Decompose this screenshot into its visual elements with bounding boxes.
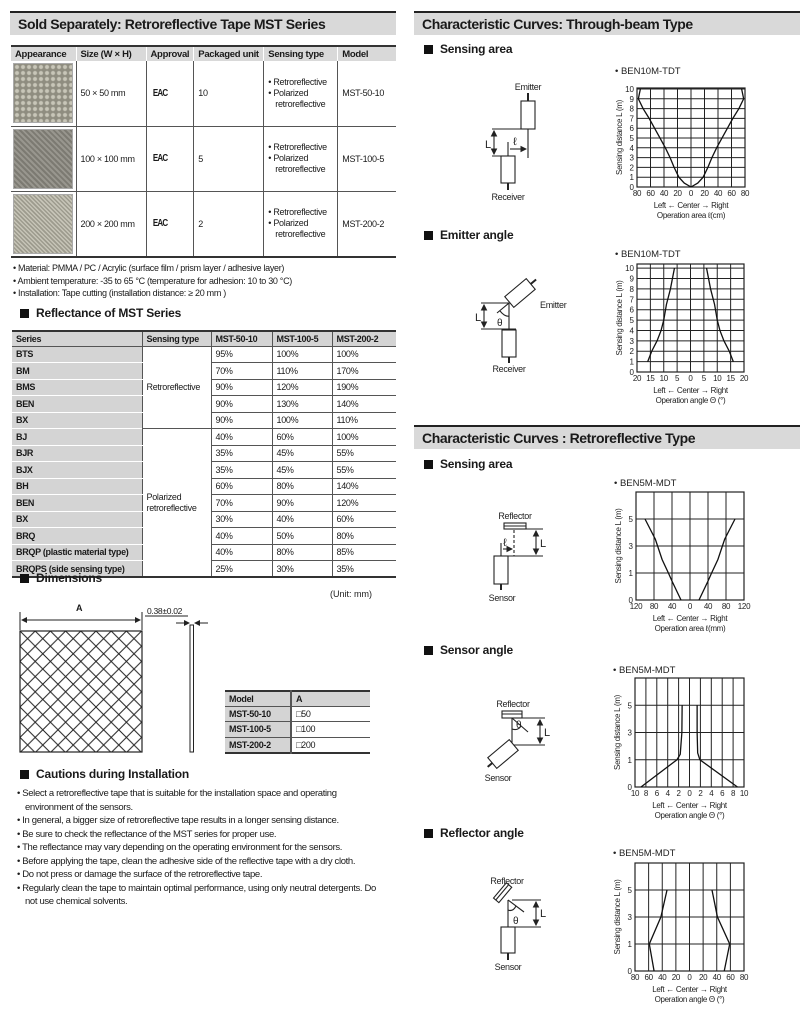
receiver-label: Receiver	[492, 364, 526, 374]
chart-title: • BEN10M-TDT	[615, 249, 681, 260]
reflectance-value: 80%	[332, 528, 396, 545]
theta-label: θ	[516, 720, 522, 731]
x-tick-label: 10	[630, 789, 640, 798]
y-tick-label: 4	[629, 143, 634, 153]
y-axis-title: Sensing distance L (m)	[613, 879, 622, 955]
y-tick-label: 3	[627, 728, 632, 738]
model-cell: MST-50-10	[338, 61, 396, 126]
reflectance-value: 110%	[332, 412, 396, 429]
curve-left	[645, 519, 681, 600]
y-tick-label: 2	[629, 163, 634, 173]
reflectance-value: 90%	[211, 379, 272, 396]
series-cell: BMS	[12, 379, 142, 396]
reflectance-value: 40%	[272, 511, 332, 528]
x-tick-label: 8	[643, 789, 648, 798]
x-tick-label: 2	[676, 789, 681, 798]
x-axis-title: Operation area ℓ(cm)	[656, 211, 726, 220]
y-tick-label: 5	[629, 316, 634, 326]
caution-item: • Be sure to check the reflectance of the MST series for proper use.	[17, 828, 277, 840]
size-cell: 50 × 50 mm	[76, 61, 146, 126]
reflectance-value: 50%	[272, 528, 332, 545]
chart-title: • BEN10M-TDT	[615, 66, 681, 77]
y-tick-label: 1	[627, 755, 632, 765]
x-tick-label: 0	[687, 973, 692, 982]
reflectance-value: 30%	[211, 511, 272, 528]
reflectance-value: 90%	[211, 412, 272, 429]
sensing-type-item: • Polarized retroreflective	[268, 218, 326, 239]
reflectance-value: 70%	[211, 495, 272, 512]
y-tick-label: 9	[629, 94, 634, 104]
distance-l-label: L	[540, 908, 547, 920]
chart-title: • BEN5M-MDT	[613, 665, 676, 676]
y-tick-label: 0	[628, 596, 633, 605]
sensing-type-cell: Retroreflective	[142, 346, 211, 429]
x-tick-label: 80	[739, 973, 749, 982]
heading-text: Sensing area	[440, 457, 513, 471]
section-title-tape: Sold Separately: Retroreflective Tape MST Series	[10, 11, 396, 35]
x-axis-title: Left ← Center → Right	[653, 386, 728, 395]
caution-item: • In general, a bigger size of retroreflective tape results in a longer sensing distance.	[17, 815, 339, 826]
x-tick-label: 0	[688, 374, 693, 383]
reflectance-value: 100%	[332, 346, 396, 363]
y-tick-label: 0	[627, 783, 632, 792]
reflectance-value: 70%	[211, 363, 272, 380]
size-cell: 200 × 200 mm	[76, 191, 146, 257]
x-tick-label: 80	[649, 602, 659, 611]
model-cell: MST-50-10	[225, 706, 291, 722]
retro-area-diagram	[494, 523, 543, 590]
x-tick-label: 20	[739, 374, 749, 383]
y-tick-label: 1	[629, 357, 634, 367]
offset-l-label: ℓ	[513, 136, 517, 148]
packaged-unit-cell: 2	[194, 191, 264, 257]
x-tick-label: 15	[646, 374, 655, 383]
model-cell: MST-100-5	[338, 126, 396, 191]
y-tick-label: 3	[628, 542, 633, 551]
y-tick-label: 0	[627, 967, 632, 976]
y-tick-label: 3	[629, 336, 634, 346]
size-a-cell: □100	[291, 722, 370, 738]
reflectance-value: 35%	[211, 462, 272, 479]
x-tick-label: 80	[721, 602, 731, 611]
x-tick-label: 60	[644, 973, 653, 982]
series-cell: BEN	[12, 495, 142, 512]
caution-item: • Select a retroreflective tape that is suitable for the installation space and operating environment of the sensors.	[17, 788, 337, 813]
chart-through-sensing-area	[615, 66, 750, 220]
distance-l-label: L	[540, 538, 547, 550]
reflectance-value: 130%	[272, 396, 332, 413]
column-header: Model	[338, 46, 396, 61]
eac-logo: EAC	[152, 218, 167, 229]
unit-label: (Unit: mm)	[330, 589, 372, 599]
y-axis-title: Sensing distance L (m)	[615, 100, 624, 175]
size-cell: 100 × 100 mm	[76, 126, 146, 191]
reflectance-value: 85%	[332, 544, 396, 561]
x-axis-title: Left ← Center → Right	[652, 614, 728, 623]
column-header: MST-100-5	[272, 331, 332, 346]
column-header: Approval	[146, 46, 194, 61]
x-tick-label: 0	[687, 789, 692, 798]
distance-l-label: L	[485, 139, 492, 151]
x-tick-label: 20	[673, 189, 682, 198]
x-tick-label: 20	[671, 973, 681, 982]
x-tick-label: 80	[630, 973, 640, 982]
x-tick-label: 60	[646, 189, 655, 198]
y-tick-label: 9	[629, 274, 634, 284]
eac-logo: EAC	[152, 153, 167, 164]
column-header: Appearance	[11, 46, 76, 61]
column-header: Packaged unit	[194, 46, 264, 61]
x-tick-label: 40	[703, 602, 713, 611]
reflectance-value: 95%	[211, 346, 272, 363]
reflectance-value: 60%	[211, 478, 272, 495]
reflectance-value: 40%	[211, 528, 272, 545]
model-cell: MST-200-2	[225, 737, 291, 753]
reflectance-value: 25%	[211, 561, 272, 578]
sensing-type-item: • Retroreflective	[268, 207, 327, 217]
emitter-label: Emitter	[514, 82, 542, 92]
reflectance-value: 60%	[272, 429, 332, 446]
packaged-unit-cell: 10	[194, 61, 264, 126]
distance-l-label: L	[544, 727, 551, 739]
receiver-label: Receiver	[491, 192, 525, 202]
curve-left	[641, 705, 682, 787]
reflectance-value: 80%	[272, 478, 332, 495]
packaged-unit-cell: 5	[194, 126, 264, 191]
size-a-cell: □200	[291, 737, 370, 753]
x-tick-label: 4	[709, 789, 714, 798]
column-header: Model	[225, 691, 291, 706]
column-header: MST-50-10	[211, 331, 272, 346]
offset-l-label: ℓ	[503, 537, 507, 549]
reflectance-value: 80%	[272, 544, 332, 561]
curve-right	[699, 519, 735, 600]
emitter-label: Emitter	[540, 300, 567, 310]
chart-title: • BEN5M-MDT	[613, 848, 676, 859]
curve-left	[648, 268, 675, 361]
reflectance-value: 120%	[332, 495, 396, 512]
y-tick-label: 8	[629, 104, 634, 114]
dimension-a-label: A	[76, 603, 83, 613]
heading-text: Reflectance of MST Series	[36, 306, 182, 320]
model-cell: MST-100-5	[225, 722, 291, 738]
series-cell: BM	[12, 363, 142, 380]
theta-label: θ	[513, 916, 519, 927]
reflectance-value: 30%	[272, 561, 332, 578]
heading-text: Sensing area	[440, 42, 513, 56]
reflectance-value: 40%	[211, 429, 272, 446]
note-item: • Ambient temperature: -35 to 65 °C (temperature for adhesion: 10 to 30 °C)	[13, 275, 293, 286]
series-cell: BX	[12, 511, 142, 528]
sensing-type-item: • Retroreflective	[268, 142, 327, 152]
x-tick-label: 40	[712, 973, 721, 982]
x-axis-title: Left ← Center → Right	[652, 985, 727, 994]
y-tick-label: 3	[627, 913, 632, 922]
column-header: Size (W × H)	[76, 46, 146, 61]
y-tick-label: 6	[629, 305, 634, 315]
x-axis-title: Left ← Center → Right	[652, 801, 727, 810]
x-tick-label: 6	[720, 789, 725, 798]
y-tick-label: 6	[629, 124, 634, 134]
x-tick-label: 10	[659, 374, 668, 383]
reflectance-value: 45%	[272, 445, 332, 462]
emitter-angle-diagram	[481, 274, 541, 363]
curve-right	[707, 268, 734, 361]
x-tick-label: 15	[726, 374, 735, 383]
x-tick-label: 20	[698, 973, 708, 982]
reflectance-value: 90%	[272, 495, 332, 512]
y-tick-label: 0	[629, 368, 634, 377]
x-tick-label: 20	[700, 189, 709, 198]
reflectance-value: 140%	[332, 396, 396, 413]
heading-text: Reflector angle	[440, 826, 524, 840]
reflectance-value: 100%	[272, 412, 332, 429]
x-tick-label: 60	[727, 189, 736, 198]
y-tick-label: 7	[629, 114, 634, 124]
section-title-through-beam: Characteristic Curves: Through-beam Type	[414, 11, 800, 35]
curve-right	[712, 890, 730, 971]
caution-item: • Do not press or damage the surface of the retroreflective tape.	[17, 869, 263, 880]
x-axis-title: Operation angle Θ (°)	[654, 811, 725, 820]
eac-logo: EAC	[152, 87, 167, 99]
column-header: A	[291, 691, 370, 706]
x-tick-label: 0	[688, 189, 694, 198]
y-tick-label: 10	[625, 84, 634, 94]
y-tick-label: 5	[627, 701, 632, 711]
sensor-label: Sensor	[484, 773, 512, 783]
reflectance-value: 120%	[272, 379, 332, 396]
x-tick-label: 120	[737, 602, 751, 611]
reflectance-value: 100%	[272, 346, 332, 363]
series-cell: BTS	[12, 346, 142, 363]
column-header: Sensing type	[264, 46, 338, 61]
series-cell: BJR	[12, 445, 142, 462]
y-tick-label: 7	[629, 295, 634, 305]
x-tick-label: 20	[632, 374, 642, 383]
reflector-label: Reflector	[498, 511, 532, 521]
caution-item: • Regularly clean the tape to maintain optimal performance, using only neutral detergents. Do not use chemical solvents.	[17, 882, 376, 907]
x-tick-label: 10	[713, 374, 722, 383]
x-tick-label: 0	[687, 602, 693, 611]
y-tick-label: 5	[627, 886, 632, 895]
x-tick-label: 40	[658, 973, 667, 982]
chart-reflector-angle	[613, 848, 749, 1004]
series-cell: BJ	[12, 429, 142, 446]
reflectance-value: 110%	[272, 363, 332, 380]
reflectance-value: 140%	[332, 478, 396, 495]
sensing-type-item: • Polarized retroreflective	[268, 153, 326, 174]
y-tick-label: 2	[629, 347, 634, 357]
note-item: • Installation: Tape cutting (installation distance: ≥ 20 mm )	[13, 288, 226, 298]
series-cell: BJX	[12, 462, 142, 479]
y-tick-label: 4	[629, 326, 634, 336]
reflector-label: Reflector	[496, 699, 530, 709]
x-tick-label: 40	[713, 189, 723, 198]
curve-left	[649, 890, 667, 971]
caution-item: • Before applying the tape, clean the adhesive side of the reflective tape with a dry cloth.	[17, 855, 356, 867]
x-tick-label: 40	[667, 602, 677, 611]
heading-text: Emitter angle	[440, 228, 514, 242]
reflectance-value: 90%	[211, 396, 272, 413]
y-tick-label: 1	[628, 569, 633, 578]
reflectance-value: 55%	[332, 462, 396, 479]
distance-l-label: L	[475, 312, 482, 324]
x-tick-label: 5	[675, 374, 680, 383]
x-tick-label: 5	[701, 374, 706, 383]
heading-text: Cautions during Installation	[36, 767, 190, 781]
thickness-label: 0.38±0.02	[147, 606, 183, 616]
x-tick-label: 8	[731, 789, 736, 798]
x-axis-title: Operation angle Θ (°)	[655, 396, 726, 405]
column-header: Series	[12, 331, 142, 346]
reflectance-value: 190%	[332, 379, 396, 396]
y-tick-label: 10	[625, 264, 634, 274]
section-title-retroreflective: Characteristic Curves : Retroreflective Type	[414, 425, 800, 449]
x-tick-label: 10	[739, 789, 749, 798]
x-axis-title: Left ← Center → Right	[653, 201, 729, 210]
heading-text: Dimensions	[36, 571, 103, 585]
column-header: MST-200-2	[332, 331, 396, 346]
reflectance-value: 35%	[211, 445, 272, 462]
x-axis-title: Operation area ℓ(mm)	[654, 624, 726, 633]
x-tick-label: 6	[654, 789, 659, 798]
sensor-label: Sensor	[494, 962, 522, 972]
curve-right	[697, 705, 737, 787]
chart-sensor-angle	[613, 665, 749, 820]
y-axis-title: Sensing distance L (m)	[615, 280, 624, 356]
model-cell: MST-200-2	[338, 191, 396, 257]
x-tick-label: 4	[665, 789, 670, 798]
sensing-type-item: • Polarized retroreflective	[268, 87, 326, 109]
series-cell: BH	[12, 478, 142, 495]
note-item: • Material: PMMA / PC / Acrylic (surface film / prism layer / adhesive layer)	[13, 263, 285, 273]
y-tick-label: 8	[629, 284, 634, 294]
x-tick-label: 80	[632, 189, 642, 198]
y-tick-label: 3	[629, 153, 634, 163]
x-tick-label: 60	[726, 973, 735, 982]
reflectance-value: 35%	[332, 561, 396, 578]
x-axis-title: Operation angle Θ (°)	[654, 995, 725, 1004]
theta-label: θ	[497, 318, 503, 329]
y-axis-title: Sensing distance L (m)	[613, 695, 622, 770]
heading-text: Sensor angle	[440, 643, 513, 657]
sensing-type-cell: Polarized retroreflective	[142, 429, 211, 578]
reflectance-value: 170%	[332, 363, 396, 380]
y-axis-title: Sensing distance L (m)	[614, 508, 623, 584]
reflectance-value: 40%	[211, 544, 272, 561]
series-cell: BRQ	[12, 528, 142, 545]
series-cell: BEN	[12, 396, 142, 413]
y-tick-label: 1	[627, 940, 632, 949]
chart-retro-sensing-area	[614, 478, 751, 633]
series-cell: BRQPS (side sensing type)	[12, 561, 142, 578]
x-tick-label: 2	[698, 789, 703, 798]
size-a-cell: □50	[291, 706, 370, 722]
chart-title: • BEN5M-MDT	[614, 478, 677, 489]
reflectance-value: 60%	[332, 511, 396, 528]
x-tick-label: 40	[659, 189, 669, 198]
y-tick-label: 5	[629, 133, 634, 143]
y-tick-label: 1	[629, 173, 634, 183]
y-tick-label: 0	[629, 183, 634, 192]
sensing-type-item: • Retroreflective	[268, 76, 327, 87]
sensor-angle-diagram	[483, 711, 545, 772]
x-tick-label: 80	[740, 189, 750, 198]
reflector-label: Reflector	[490, 876, 524, 886]
column-header: Sensing type	[142, 331, 211, 346]
x-tick-label: 120	[629, 602, 643, 611]
y-tick-label: 5	[628, 515, 633, 524]
tape-dimension-drawing	[20, 612, 208, 752]
reflectance-value: 45%	[272, 462, 332, 479]
sensor-label: Sensor	[488, 593, 516, 603]
chart-emitter-angle	[615, 249, 749, 405]
series-cell: BRQP (plastic material type)	[12, 544, 142, 561]
reflectance-value: 100%	[332, 429, 396, 446]
reflectance-value: 55%	[332, 445, 396, 462]
series-cell: BX	[12, 412, 142, 429]
caution-item: • The reflectance may vary depending on the operating environment for the sensors.	[17, 842, 343, 853]
